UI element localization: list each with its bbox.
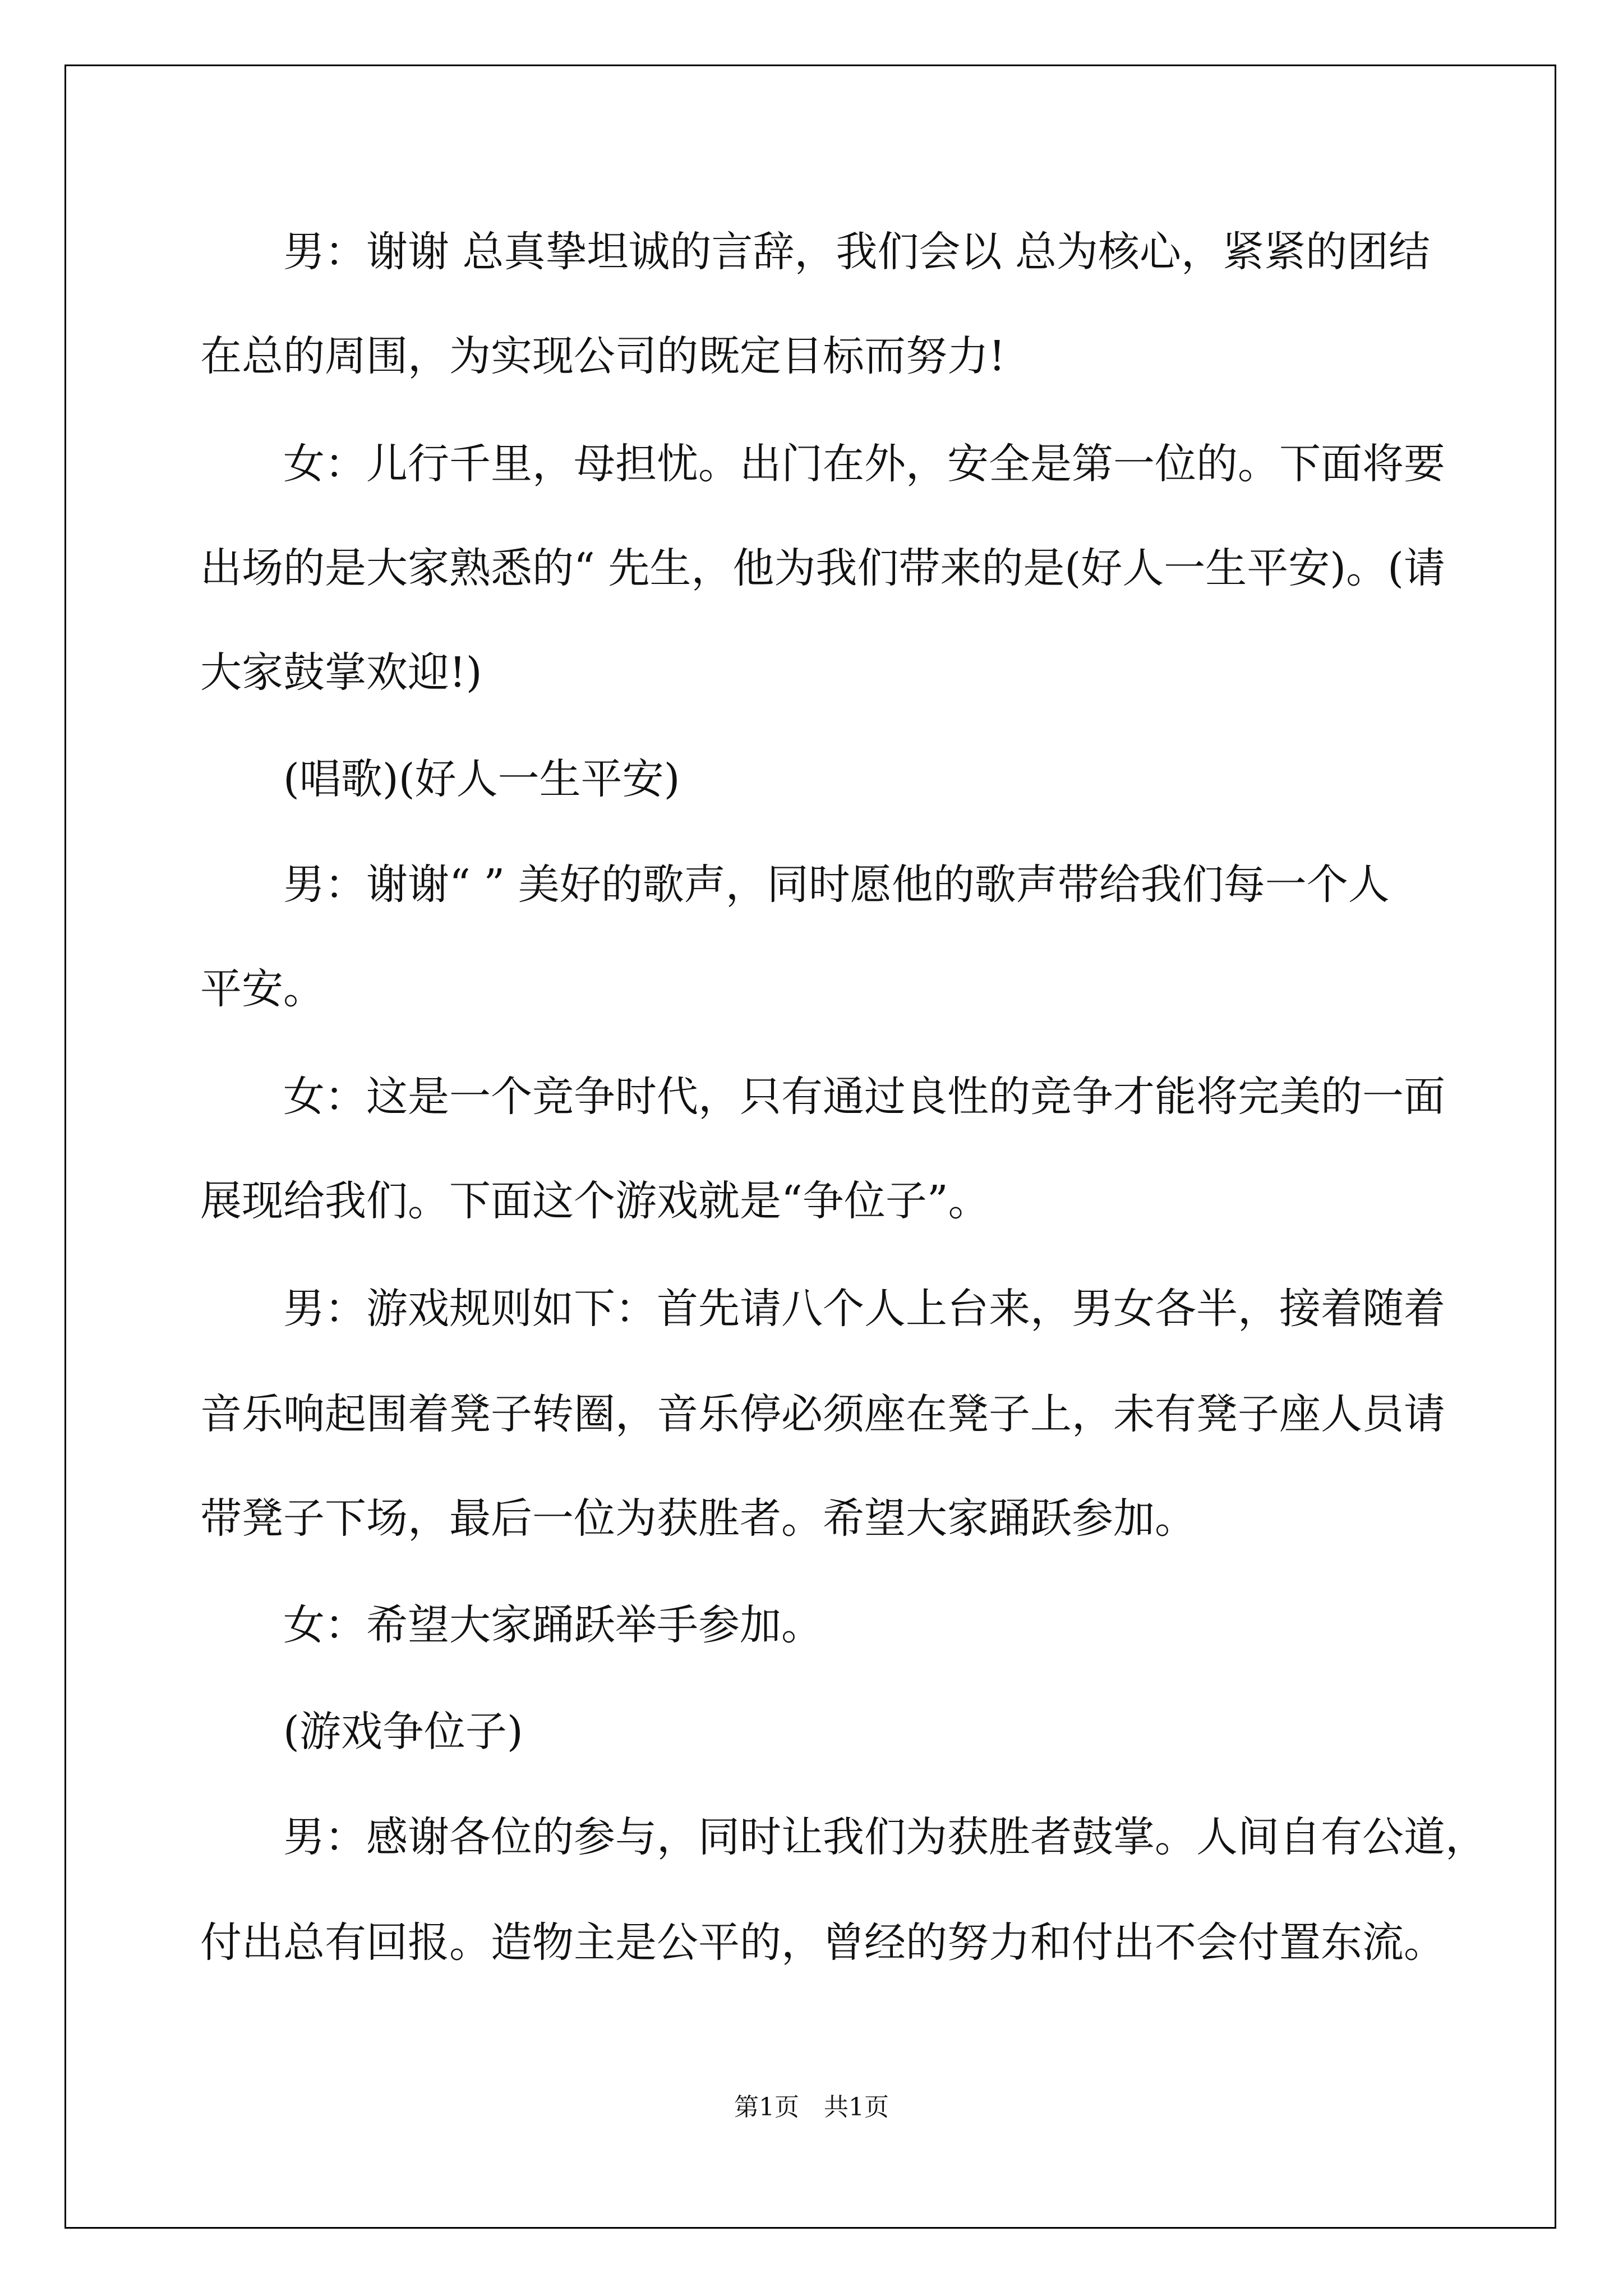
paragraph [200,1918,1445,1967]
text-line: 出场的是大家熟悉的“ 先生，他为我们带来的是(好人一生平安)。(请 [200,544,1445,592]
text-line: 音乐响起围着凳子转圈，音乐停必须座在凳子上，未有凳子座人员请 [200,1390,1445,1438]
text-line: 大家鼓掌欢迎!) [200,648,482,697]
text-line: 带凳子下场，最后一位为获胜者。希望大家踊跃参加。 [200,1494,1196,1543]
text-line: 女：儿行千里，母担忧。出门在外，安全是第一位的。下面将要 [200,440,1445,488]
text-line: 付出总有回报。造物主是公平的，曾经的努力和付出不会付置东流。 [200,1918,1445,1967]
paragraph [200,1073,1445,1121]
paragraph [200,861,1423,909]
paragraph [200,1494,1423,1543]
paragraph [200,1390,1445,1438]
text-line: 男：感谢各位的参与，同时让我们为获胜者鼓掌。人间自有公道， [200,1813,1487,1861]
paragraph [200,1285,1445,1333]
paragraph [200,755,1423,803]
paragraph [200,544,1445,592]
page-border [64,65,1556,2229]
text-line: 男：游戏规则如下：首先请八个人上台来，男女各半，接着随着 [200,1285,1445,1333]
text-line: 男：谢谢 总真挚坦诚的言辞，我们会以 总为核心，紧紧的团结 [200,228,1431,276]
paragraph [200,1177,1423,1225]
text-line: (游戏争位子) [200,1708,523,1756]
text-line: 女：希望大家踊跃举手参加。 [200,1601,823,1649]
paragraph [200,1813,1487,1861]
paragraph [200,332,1423,380]
text-line: 在总的周围，为实现公司的既定目标而努力! [200,332,1006,380]
paragraph [200,1601,1423,1649]
text-line: 展现给我们。下面这个游戏就是“争位子”。 [200,1177,990,1225]
paragraph [200,965,1423,1013]
text-line: 平安。 [200,965,325,1013]
paragraph [200,648,1423,697]
text-line: 男：谢谢“ ” 美好的歌声，同时愿他的歌声带给我们每一个人 [200,861,1390,909]
text-line: 女：这是一个竞争时代，只有通过良性的竞争才能将完美的一面 [200,1073,1445,1121]
page-footer [0,2087,1623,2123]
page-number: 第1页 共1页 [734,2093,889,2122]
paragraph [200,440,1445,488]
paragraph [200,228,1431,276]
paragraph [200,1708,1423,1756]
text-line: (唱歌)(好人一生平安) [200,755,680,803]
